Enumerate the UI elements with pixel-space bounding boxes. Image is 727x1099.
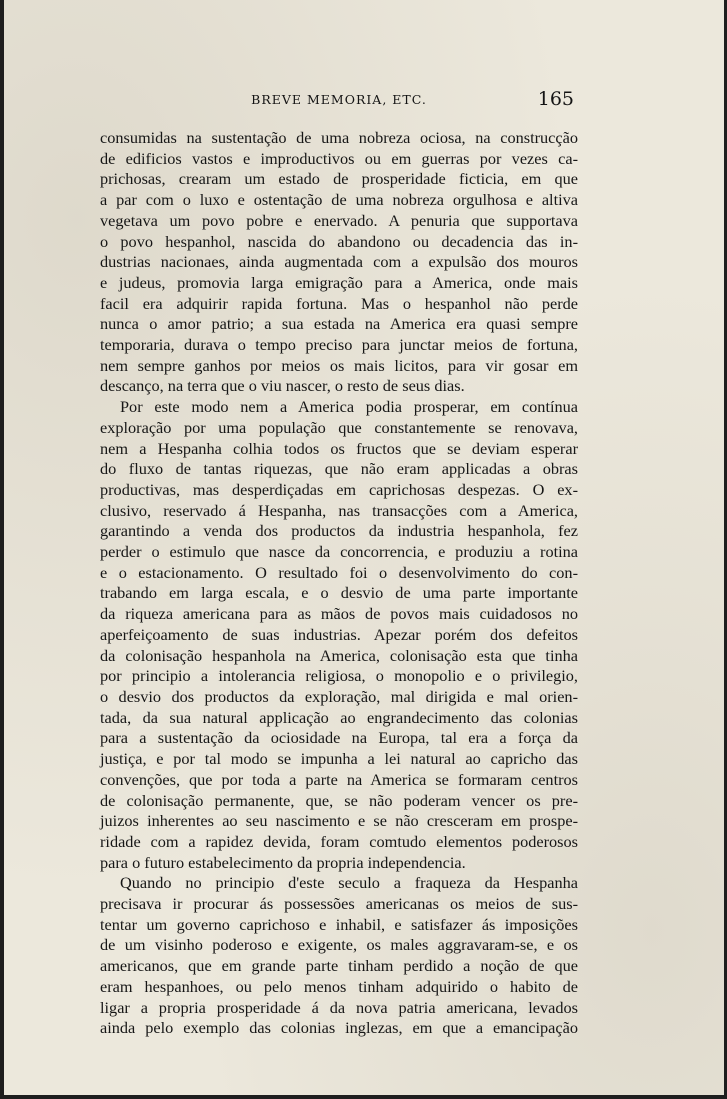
text-line: consumidas na sustentação de uma nobreza ociosa, na construcção [100, 128, 578, 147]
text-line: de edificios vastos e improductivos ou em guerras por vezes ca- [100, 148, 578, 168]
paragraph [100, 128, 578, 397]
text-line: americanos, que em grande parte tinham perdido a noção de que [100, 956, 578, 976]
text-line: e o estacionamento. O resultado foi o desenvolvimento do con- [100, 562, 578, 582]
text-line: por principio a intolerancia religiosa, o monopolio e o privilegio, [100, 666, 578, 686]
text-line: precisava ir procurar ás possessões americanas os meios de sus- [100, 894, 578, 914]
text-line: e judeus, promovia larga emigração para a America, onde mais [100, 272, 578, 292]
text-line: da colonisação hespanhola na America, colonisação esta que tinha [100, 645, 578, 665]
text-line: clusivo, reservado á Hespanha, nas transacções com a America, [100, 500, 578, 520]
text-line: facil era adquirir rapida fortuna. Mas o hespanhol não perde [100, 293, 578, 313]
text-line: ainda pelo exemplo das colonias inglezas, em que a emancipação [100, 1018, 578, 1038]
text-line: aperfeiçoamento de suas industrias. Apezar porém dos defeitos [100, 624, 578, 644]
running-title: BREVE MEMORIA, ETC. [251, 92, 427, 107]
text-line: o desvio dos productos da exploração, mal dirigida e mal orien- [100, 686, 578, 706]
text-line: tentar um governo caprichoso e inhabil, e satisfazer ás imposições [100, 914, 578, 934]
text-line: nem a Hespanha colhia todos os fructos que se deviam esperar [100, 438, 578, 458]
text-line: vegetava um povo pobre e enervado. A penuria que supportava [100, 210, 578, 230]
text-line: da riqueza americana para as mãos de povos mais cuidadosos no [100, 604, 578, 624]
text-line: justiça, e por tal modo se impunha a lei natural ao capricho das [100, 749, 578, 769]
text-line: Quando no principio d'este seculo a fraqueza da Hespanha [120, 873, 578, 893]
text-line: a par com o luxo e ostentação de uma nobreza orgulhosa e altiva [100, 190, 578, 210]
text-line: temporaria, durava o tempo preciso para junctar meios de fortuna, [100, 335, 578, 355]
text-line: prichosas, crearam um estado de prosperidade ficticia, em que [100, 169, 578, 189]
text-line: productivas, mas desperdiçadas em caprichosas despezas. O ex- [100, 479, 578, 499]
text-line: exploração por uma população que constantemente se renovava, [100, 417, 578, 437]
page-header [100, 88, 578, 112]
text-line: para a sustentação da ociosidade na Europa, tal era a força da [100, 728, 578, 748]
body-text [100, 128, 578, 1039]
text-line: dustrias nacionaes, ainda augmentada com a expulsão dos mouros [100, 252, 578, 272]
text-line: tada, da sua natural applicação ao engrandecimento das colonias [100, 707, 578, 727]
text-line: ligar a propria prosperidade á da nova patria americana, levados [100, 997, 578, 1017]
text-line: eram hespanhoes, ou pelo menos tinham adquirido o habito de [100, 976, 578, 996]
text-line: do fluxo de tantas riquezas, que não eram applicadas a obras [100, 459, 578, 479]
text-line: ridade com a rapidez devida, foram comtudo elementos poderosos [100, 831, 578, 851]
text-line: para o futuro estabelecimento da propria independencia. [100, 852, 466, 872]
text-line: o povo hespanhol, nascida do abandono ou decadencia das in- [100, 231, 578, 251]
text-line: de um visinho poderoso e exigente, os males aggravaram-se, e os [100, 935, 578, 955]
text-line: trabando em larga escala, e o desvio de uma parte importante [100, 583, 578, 603]
text-line: Por este modo nem a America podia prosperar, em contínua [120, 397, 578, 417]
text-line: juizos inherentes ao seu nascimento e se não cresceram em prospe- [100, 811, 578, 831]
text-line: convenções, que por toda a parte na America se formaram centros [100, 769, 578, 789]
text-line: descanço, na terra que o viu nascer, o resto de seus dias. [100, 376, 465, 396]
text-line: garantindo a venda dos productos da industria hespanhola, fez [100, 521, 578, 541]
paragraph [100, 397, 578, 873]
text-line: de colonisação permanente, que, se não poderam vencer os pre- [100, 790, 578, 810]
text-line: nem sempre ganhos por meios os mais licitos, para vir gosar em [100, 355, 578, 375]
page-number: 165 [537, 88, 574, 110]
paragraph [100, 873, 578, 1039]
text-line: perder o estimulo que nasce da concorrencia, e produziu a rotina [100, 542, 578, 562]
text-line: nunca o amor patrio; a sua estada na America era quasi sempre [100, 314, 578, 334]
